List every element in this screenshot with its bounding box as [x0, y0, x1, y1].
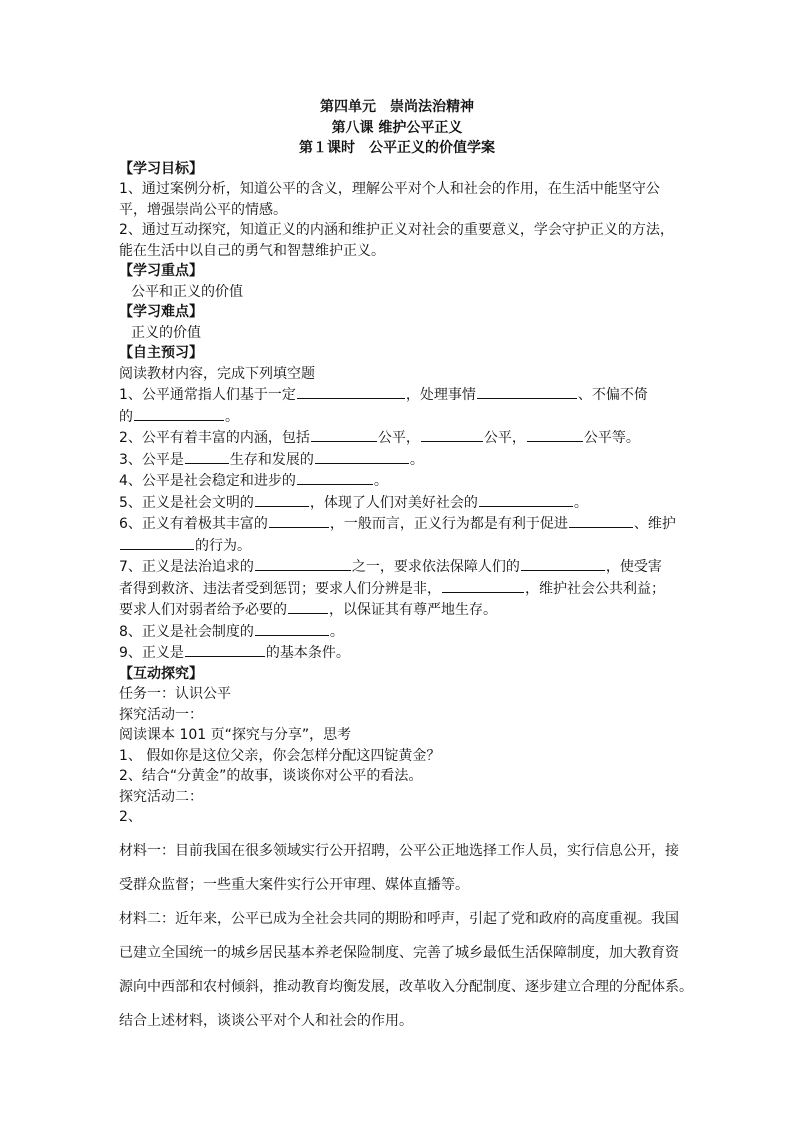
difficulty-content: 正义的价值: [131, 324, 201, 341]
question-6: 6、正义有着极其丰富的 ，一般而言，正义行为都是有利于促进 、维护: [119, 513, 675, 535]
answer-blank[interactable]: [297, 470, 373, 485]
answer-blank[interactable]: [134, 406, 224, 421]
answer-blank[interactable]: [185, 449, 229, 464]
difficulty-heading: 【学习难点】: [119, 304, 203, 320]
question-7: 7、正义是法治追求的 之一，要求依法保障人们的 ，使受害: [119, 556, 675, 578]
question-7-cont2: 要求人们对弱者给予必要的 ，以保证其有尊严地生存。: [119, 599, 675, 621]
question-9: 9、正义是 的基本条件。: [119, 642, 675, 664]
question-8: 8、正义是社会制度的 。: [119, 621, 675, 643]
answer-blank[interactable]: [297, 384, 405, 399]
material-2: 材料二：近年来，公平已成为全社会共同的期盼和呼声，引起了党和政府的高度重视。我国 已建立全国统一的城乡居民基本养老保险制度、完善了城乡最低生活保障制度，加大教育资 源向中西部和农村倾斜，推动教育均衡发展，改革收入分配制度、逐步建立合理的分配体系。 结合上述材料，谈谈公平对个人和社会的作用。: [119, 902, 675, 1038]
answer-blank[interactable]: [527, 427, 583, 442]
period-title: 第１课时 公平正义的价值学案: [299, 140, 495, 156]
answer-blank[interactable]: [521, 556, 605, 571]
activity-2: 探究活动二：: [119, 788, 203, 805]
answer-blank[interactable]: [255, 556, 351, 571]
answer-blank[interactable]: [421, 427, 483, 442]
objectives-heading: 【学习目标】: [119, 160, 203, 177]
answer-blank[interactable]: [288, 599, 328, 614]
answer-blank[interactable]: [120, 535, 194, 550]
answer-blank[interactable]: [255, 492, 309, 507]
activity-1-question-2: 2、结合“分黄金”的故事，谈谈你对公平的看法。: [119, 768, 423, 784]
answer-blank[interactable]: [269, 513, 329, 528]
answer-blank[interactable]: [477, 384, 577, 399]
answer-blank[interactable]: [479, 492, 573, 507]
activity-1: 探究活动一：: [119, 706, 203, 723]
question-5: 5、正义是社会文明的 ，体现了人们对美好社会的 。: [119, 492, 675, 514]
answer-blank[interactable]: [185, 642, 265, 657]
key-points-content: 公平和正义的价值: [131, 283, 243, 300]
material-question: 结合上述材料，谈谈公平对个人和社会的作用。: [119, 1012, 413, 1029]
question-3: 3、公平是 生存和发展的 。: [119, 449, 675, 471]
question-6-cont: 的行为。: [119, 535, 675, 557]
reading-instruction: 阅读课本 101 页“探究与分享”，思考: [119, 727, 352, 743]
worksheet-content: [119, 97, 693, 1038]
explore-heading: 【互动探究】: [119, 665, 203, 682]
objective-2: 2、通过互动探究，知道正义的内涵和维护正义对社会的重要意义，学会守护正义的方法，能在生活中以自己的勇气和智慧维护正义。: [119, 222, 674, 259]
answer-blank[interactable]: [255, 621, 329, 636]
question-2: 2、公平有着丰富的内涵，包括 公平， 公平， 公平等。: [119, 427, 675, 449]
question-7-cont: 者得到救济、违法者受到惩罚；要求人们分辨是非， ，维护社会公共利益；: [119, 578, 675, 600]
question-1-cont: 的 。: [119, 406, 675, 428]
preview-intro: 阅读教材内容，完成下列填空题: [119, 365, 315, 382]
unit-title: 第四单元 崇尚法治精神: [320, 99, 474, 115]
answer-blank[interactable]: [315, 449, 409, 464]
key-points-heading: 【学习重点】: [119, 263, 203, 279]
task-1: 任务一：认识公平: [119, 686, 231, 702]
lesson-title: 第八课 维护公平正义: [331, 119, 463, 136]
question-4: 4、公平是社会稳定和进步的 。: [119, 470, 675, 492]
answer-blank[interactable]: [569, 513, 633, 528]
activity-2-number: 2、: [119, 809, 142, 825]
preview-heading: 【自主预习】: [119, 345, 203, 361]
material-1: 材料一：目前我国在很多领域实行公开招聘，公平公正地选择工作人员，实行信息公开，接 受群众监督；一些重大案件实行公开审理、媒体直播等。: [119, 842, 679, 893]
answer-blank[interactable]: [442, 578, 524, 593]
activity-1-question-1: 1、 假如你是这位父亲，你会怎样分配这四锭黄金？: [119, 747, 441, 764]
question-1: 1、公平通常指人们基于一定 ，处理事情 、不偏不倚: [119, 384, 675, 406]
answer-blank[interactable]: [311, 427, 377, 442]
objective-1: 1、通过案例分析，知道公平的含义，理解公平对个人和社会的作用，在生活中能坚守公平，增强崇尚公平的情感。: [119, 181, 660, 218]
